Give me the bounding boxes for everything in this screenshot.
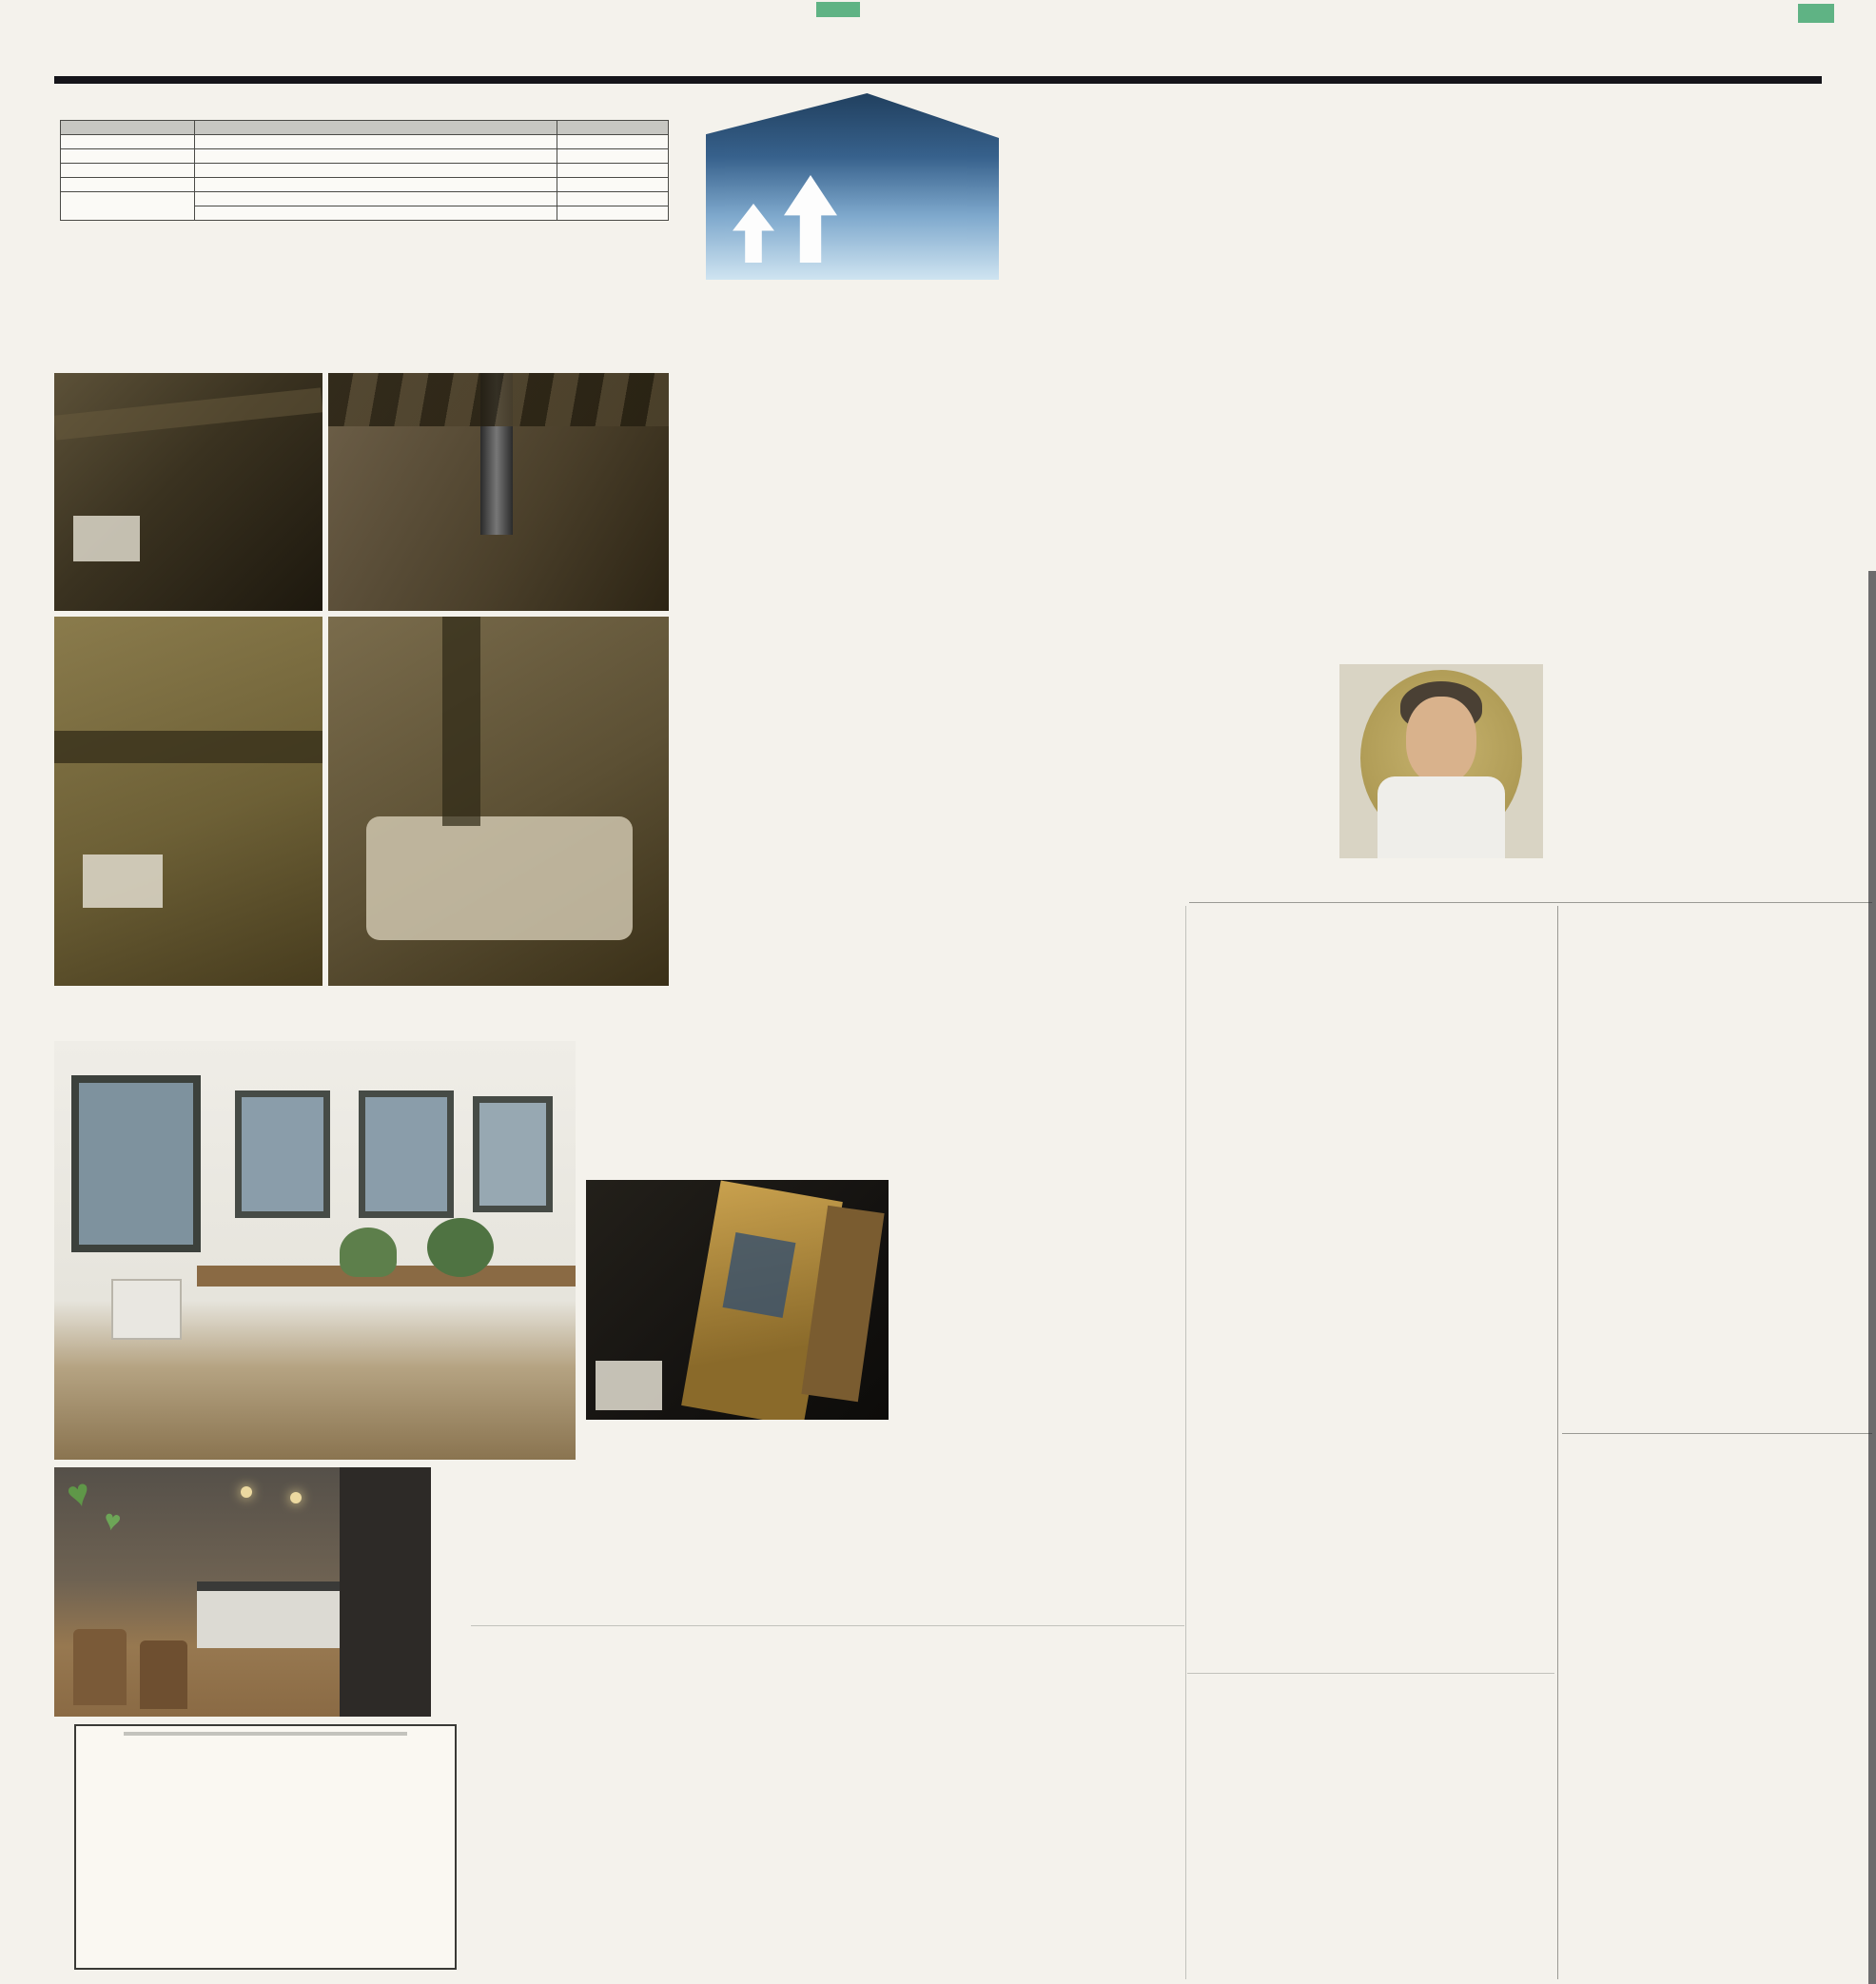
table-header-row (61, 121, 669, 135)
body-text (989, 1180, 1184, 1420)
body-text-band1 (671, 320, 1508, 655)
divider (1185, 906, 1186, 1979)
heart-leaf-decoration: ♥ (101, 1503, 124, 1539)
body-text (1189, 1682, 1554, 1979)
photo-attic-2 (328, 373, 669, 611)
table-row (61, 135, 669, 149)
portrait-face (1406, 697, 1476, 784)
company-overview-box (74, 1724, 457, 1970)
appliance (111, 1279, 182, 1340)
body-text (1189, 912, 1554, 1144)
body-text (1622, 1172, 1871, 1431)
masthead-rule (54, 76, 1822, 84)
body-text (471, 1427, 1184, 1620)
divider (1189, 902, 1872, 903)
cell (557, 164, 669, 178)
column-header (61, 121, 195, 135)
body-text (1562, 1443, 1872, 1979)
column-header (557, 121, 669, 135)
arrow-up-icon (784, 175, 837, 263)
insulation-foam (366, 816, 633, 940)
cell (61, 135, 195, 149)
window (359, 1090, 454, 1218)
kitchen-island (197, 1589, 340, 1648)
roof-beams (328, 373, 669, 426)
window (71, 1075, 201, 1252)
table-row (61, 192, 669, 206)
cell (195, 192, 557, 206)
window (473, 1096, 553, 1212)
portrait-photo (1339, 664, 1543, 858)
label-card (73, 516, 140, 561)
cell (61, 178, 195, 192)
pendant-light (290, 1492, 302, 1503)
wood-chair (73, 1629, 127, 1705)
cell (61, 149, 195, 164)
plant (427, 1218, 494, 1277)
scan-artifact (1798, 4, 1834, 23)
body-text (889, 1180, 985, 1420)
divider (471, 1625, 1184, 1626)
cell (557, 135, 669, 149)
cell (61, 192, 195, 221)
body-text (1189, 1443, 1456, 1671)
cell (195, 178, 557, 192)
cell (557, 206, 669, 221)
paper-sheet (596, 1361, 662, 1410)
floor-joist (442, 617, 480, 826)
photo-kitchen (54, 1467, 431, 1717)
table-row (61, 164, 669, 178)
label-card (83, 854, 163, 908)
body-text (875, 912, 1184, 1144)
window (235, 1090, 330, 1218)
cell (195, 164, 557, 178)
photo-modelhouse-interior (54, 1041, 576, 1460)
main-headline (1657, 103, 1769, 1121)
series-logo-badge (706, 93, 999, 280)
body-text (471, 1635, 1184, 1977)
company-box-title (124, 1732, 407, 1736)
photo-underfloor-2 (328, 617, 669, 986)
column-header (195, 121, 557, 135)
body-text (1516, 1443, 1554, 1675)
portrait-shirt (1378, 776, 1505, 858)
cell (557, 149, 669, 164)
cell (61, 164, 195, 178)
body-text (1189, 1153, 1554, 1422)
pendant-light (241, 1486, 252, 1498)
cell (195, 135, 557, 149)
table-row (61, 178, 669, 192)
floor-joist (54, 731, 322, 763)
divider (1557, 906, 1558, 1979)
wood-beam (54, 387, 322, 440)
dark-cabinet (340, 1467, 431, 1717)
countertop (197, 1581, 340, 1591)
section-header-sw (1516, 324, 1554, 571)
insulation-label (723, 1232, 796, 1318)
cell (195, 149, 557, 164)
divider (1562, 1433, 1872, 1434)
table-row (61, 149, 669, 164)
portrait-photo-block (1339, 664, 1543, 902)
scan-artifact (816, 2, 860, 17)
divider (1187, 1673, 1554, 1674)
scan-edge (1868, 571, 1876, 1984)
photo-attic-1 (54, 373, 322, 611)
arrow-up-icon (733, 204, 774, 263)
heart-leaf-decoration: ♥ (62, 1470, 95, 1518)
cell (557, 192, 669, 206)
materials-table (60, 112, 669, 221)
cell (195, 206, 557, 221)
body-text-band2 (671, 666, 1329, 891)
wood-chair (140, 1640, 187, 1709)
sub-headline (1568, 350, 1644, 1256)
plant (340, 1228, 397, 1277)
section-header-modelhouse (1461, 1448, 1505, 1667)
photo-insulation (586, 1180, 889, 1420)
lead-paragraph (997, 89, 1553, 306)
cell (557, 178, 669, 192)
photo-underfloor-1 (54, 617, 322, 986)
